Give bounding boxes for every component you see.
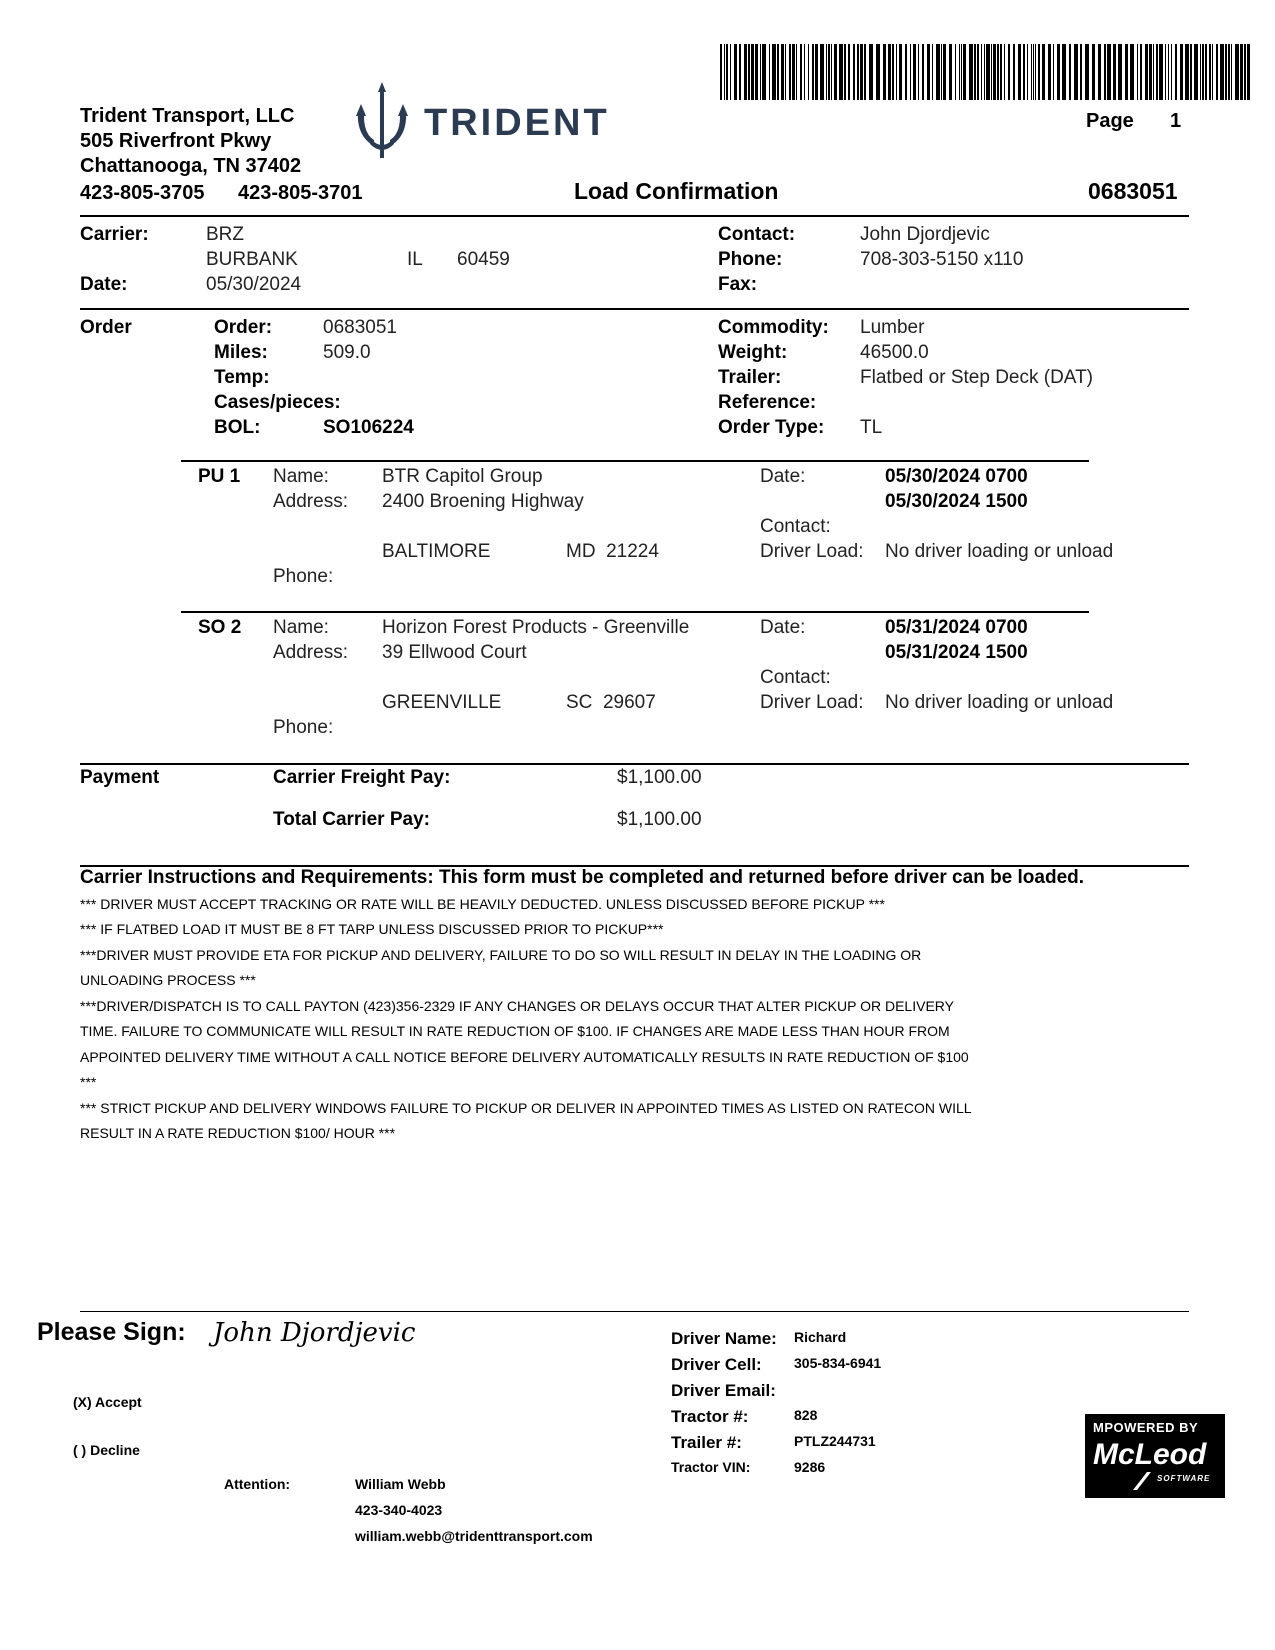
barcode-bar (1220, 44, 1224, 100)
stop-address-label: Address: (273, 491, 348, 512)
stop-city: BALTIMORE (382, 541, 491, 562)
signature-value[interactable]: John Djordjevic (213, 1318, 416, 1348)
stop-name-label: Name: (273, 466, 329, 487)
driver-cell-label: Driver Cell: (671, 1355, 762, 1374)
divider (80, 763, 1189, 765)
barcode-bar (730, 44, 731, 100)
stop-phone-label: Phone: (273, 717, 334, 738)
stop-state-zip: SC 29607 (566, 692, 656, 713)
barcode-bar (1159, 44, 1163, 100)
temp-label: Temp: (214, 367, 270, 388)
barcode-bar (762, 44, 766, 100)
barcode-bar (1023, 44, 1025, 100)
attention-email[interactable]: william.webb@tridenttransport.com (355, 1528, 593, 1544)
driver-name-label: Driver Name: (671, 1329, 777, 1348)
barcode-bar (876, 44, 880, 100)
barcode-bar (1212, 44, 1213, 100)
barcode-bar (1018, 44, 1021, 100)
barcode-bar (844, 44, 846, 100)
barcode-bar (1149, 44, 1152, 100)
instruction-line: APPOINTED DELIVERY TIME WITHOUT A CALL NOTICE BEFORE DELIVERY AUTOMATICALLY RESULTS IN RATE REDUCTION OF $100 (80, 1049, 969, 1065)
slash-icon (1125, 1470, 1155, 1492)
barcode-bar (1004, 44, 1005, 100)
barcode-bar (1194, 44, 1198, 100)
instruction-line: *** (80, 1074, 97, 1090)
trident-logo-text: TRIDENT (424, 102, 610, 144)
barcode-bar (1209, 44, 1211, 100)
barcode-bar (1180, 44, 1183, 100)
barcode-bar (1033, 44, 1034, 100)
barcode-bar (760, 44, 761, 100)
stop-date-label: Date: (760, 617, 806, 638)
barcode-bar (808, 44, 809, 100)
barcode-bar (864, 44, 866, 100)
barcode-bar (804, 44, 805, 100)
barcode-bar (892, 44, 894, 100)
cases-label: Cases/pieces: (214, 392, 341, 413)
barcode-bar (1202, 44, 1204, 100)
barcode-bar (826, 44, 827, 100)
barcode-bar (792, 44, 795, 100)
trailer-number: PTLZ244731 (794, 1433, 876, 1449)
mcleod-badge (1085, 1414, 1225, 1498)
barcode-bar (860, 44, 863, 100)
stop-code: SO 2 (198, 617, 242, 638)
attention-name: William Webb (355, 1476, 446, 1492)
barcode-bar (1228, 44, 1230, 100)
trident-icon (352, 80, 412, 162)
barcode-bar (1008, 44, 1010, 100)
barcode-bar (1244, 44, 1246, 100)
barcode-bar (1038, 44, 1040, 100)
barcode-bar (1153, 44, 1154, 100)
barcode-bar (1042, 44, 1045, 100)
barcode-bar (1013, 44, 1015, 100)
driver-cell: 305-834-6941 (794, 1355, 882, 1371)
barcode-bar (1098, 44, 1101, 100)
stop-name-label: Name: (273, 617, 329, 638)
instructions-heading: Carrier Instructions and Requirements: This form must be completed and returned before driver can be loaded. (80, 867, 1085, 888)
barcode-bar (991, 44, 992, 100)
stop-code: PU 1 (198, 466, 241, 487)
barcode-bar (896, 44, 897, 100)
decline-option[interactable]: ( ) Decline (73, 1442, 140, 1458)
barcode-bar (1000, 44, 1002, 100)
barcode-bar (1205, 44, 1207, 100)
barcode-bar (984, 44, 985, 100)
instruction-line: ***DRIVER MUST PROVIDE ETA FOR PICKUP AND DELIVERY, FAILURE TO DO SO WILL RESULT IN DELAY IN THE LOADING OR (80, 947, 922, 963)
barcode-bar (963, 44, 966, 100)
contact-name: John Djordjevic (860, 224, 990, 245)
barcode-image (720, 44, 1250, 100)
barcode-bar (1107, 44, 1111, 100)
carrier-city: BURBANK (206, 249, 298, 270)
stop-name: BTR Capitol Group (382, 466, 543, 487)
barcode-bar (720, 44, 722, 100)
stop-date-label: Date: (760, 466, 806, 487)
barcode-bar (1185, 44, 1189, 100)
barcode-bar (941, 44, 942, 100)
barcode-bar (1175, 44, 1177, 100)
tractor-number: 828 (794, 1407, 818, 1423)
barcode-bar (785, 44, 786, 100)
divider (181, 611, 1089, 613)
stop-date-end: 05/30/2024 1500 (885, 491, 1028, 512)
tractor-vin: 9286 (794, 1459, 826, 1475)
carrier-state: IL (407, 249, 423, 270)
barcode-bar (955, 44, 956, 100)
barcode-bar (905, 44, 907, 100)
barcode-bar (834, 44, 837, 100)
barcode-bar (772, 44, 776, 100)
document-title: Load Confirmation (574, 178, 779, 204)
carrier-label: Carrier: (80, 224, 149, 245)
trailer-value: Flatbed or Step Deck (DAT) (860, 367, 1094, 388)
barcode-bar (1168, 44, 1169, 100)
company-phone-1: 423-805-3705 (80, 182, 205, 204)
divider (80, 1311, 1189, 1312)
barcode-bar (1130, 44, 1134, 100)
barcode-bar (1027, 44, 1028, 100)
order-value: 0683051 (323, 317, 397, 338)
payment-section-label: Payment (80, 767, 160, 788)
trailer-number-label: Trailer #: (671, 1433, 742, 1452)
barcode-bar (734, 44, 737, 100)
barcode-bar (1235, 44, 1239, 100)
carrier-date: 05/30/2024 (206, 274, 302, 295)
barcode-bar (977, 44, 979, 100)
barcode-bar (1069, 44, 1071, 100)
barcode-bar (1156, 44, 1158, 100)
stop-address-label: Address: (273, 642, 348, 663)
barcode-bar (961, 44, 962, 100)
stop-date-start: 05/31/2024 0700 (885, 617, 1028, 638)
order-type-label: Order Type: (718, 417, 825, 438)
barcode-bar (853, 44, 855, 100)
barcode-bar (1216, 44, 1218, 100)
barcode-bar (883, 44, 886, 100)
barcode-bar (869, 44, 873, 100)
stop-driver-load: No driver loading or unload (885, 692, 1114, 713)
badge-top-text: MPOWERED BY (1093, 1420, 1199, 1435)
barcode-bar (1092, 44, 1095, 100)
barcode-bar (748, 44, 750, 100)
divider (80, 308, 1189, 310)
barcode-bar (857, 44, 859, 100)
stop-driver-load-label: Driver Load: (760, 541, 864, 562)
badge-sub: SOFTWARE (1157, 1474, 1211, 1483)
barcode-bar (1035, 44, 1036, 100)
barcode-bar (848, 44, 850, 100)
barcode-bar (1062, 44, 1066, 100)
barcode-bar (974, 44, 976, 100)
driver-email-label: Driver Email: (671, 1381, 776, 1400)
stop-name: Horizon Forest Products - Greenville (382, 617, 690, 638)
barcode-bar (751, 44, 754, 100)
order-label: Order: (214, 317, 273, 338)
barcode-bar (936, 44, 940, 100)
barcode-bar (981, 44, 982, 100)
reference-label: Reference: (718, 392, 817, 413)
barcode-bar (1247, 44, 1250, 100)
barcode-bar (739, 44, 741, 100)
instruction-line: *** DRIVER MUST ACCEPT TRACKING OR RATE WILL BE HEAVILY DEDUCTED. UNLESS DISCUSSED BEFORE PICKUP *** (80, 896, 885, 912)
trident-logo (352, 80, 672, 162)
barcode-bar (1074, 44, 1078, 100)
badge-brand: McLeod (1093, 1438, 1207, 1471)
page-label: Page (1086, 110, 1134, 132)
barcode-bar (993, 44, 996, 100)
barcode-bar (1140, 44, 1142, 100)
barcode-bar (918, 44, 919, 100)
barcode-bar (1171, 44, 1172, 100)
please-sign-label: Please Sign: (37, 1318, 186, 1346)
instruction-line: UNLOADING PROCESS *** (80, 972, 256, 988)
order-type-value: TL (860, 417, 883, 438)
tractor-vin-label: Tractor VIN: (671, 1459, 751, 1475)
attention-label: Attention: (224, 1476, 291, 1492)
barcode-bar (899, 44, 902, 100)
instruction-line: RESULT IN A RATE REDUCTION $100/ HOUR *** (80, 1125, 396, 1141)
total-pay-value: $1,100.00 (617, 809, 702, 830)
barcode-bar (828, 44, 830, 100)
barcode-bar (812, 44, 814, 100)
barcode-bar (997, 44, 999, 100)
fax-label: Fax: (718, 274, 758, 295)
barcode-bar (1085, 44, 1089, 100)
accept-option[interactable]: (X) Accept (73, 1394, 142, 1410)
freight-pay-label: Carrier Freight Pay: (273, 767, 451, 788)
barcode-bar (1057, 44, 1060, 100)
barcode-bar (969, 44, 973, 100)
company-name: Trident Transport, LLC (80, 105, 295, 127)
divider (181, 460, 1089, 462)
stop-address: 39 Ellwood Court (382, 642, 527, 663)
barcode-bar (1190, 44, 1192, 100)
contact-label: Contact: (718, 224, 796, 245)
stop-driver-load: No driver loading or unload (885, 541, 1114, 562)
weight-value: 46500.0 (860, 342, 929, 363)
barcode-bar (1200, 44, 1201, 100)
carrier-zip: 60459 (457, 249, 510, 270)
barcode-bar (913, 44, 916, 100)
instruction-line: TIME. FAILURE TO COMMUNICATE WILL RESULT IN RATE REDUCTION OF $100. IF CHANGES ARE MADE LESS THAN HOUR FROM (80, 1023, 950, 1039)
stop-date-start: 05/30/2024 0700 (885, 466, 1028, 487)
barcode-bar (910, 44, 911, 100)
miles-value: 509.0 (323, 342, 371, 363)
barcode-bar (1137, 44, 1138, 100)
barcode-bar (888, 44, 891, 100)
barcode-bar (1225, 44, 1227, 100)
contact-phone: 708-303-5150 x110 (860, 249, 1024, 270)
barcode-bar (932, 44, 933, 100)
driver-name: Richard (794, 1329, 847, 1345)
barcode-bar (959, 44, 960, 100)
barcode-bar (1031, 44, 1032, 100)
instruction-line: ***DRIVER/DISPATCH IS TO CALL PAYTON (423)356-2329 IF ANY CHANGES OR DELAYS OCCUR THAT ALTER PICKUP OR DELIVERY (80, 998, 954, 1014)
stop-contact-label: Contact: (760, 516, 831, 537)
stop-driver-load-label: Driver Load: (760, 692, 864, 713)
barcode-bar (922, 44, 924, 100)
company-phone-2: 423-805-3701 (238, 182, 363, 204)
barcode-bar (1240, 44, 1243, 100)
barcode-bar (815, 44, 818, 100)
stop-contact-label: Contact: (760, 667, 831, 688)
barcode-bar (726, 44, 728, 100)
order-section-label: Order (80, 317, 132, 338)
barcode-bar (1165, 44, 1166, 100)
barcode-bar (1113, 44, 1116, 100)
barcode-bar (1048, 44, 1051, 100)
order-number-header: 0683051 (1088, 178, 1178, 204)
barcode-bar (800, 44, 802, 100)
stop-city: GREENVILLE (382, 692, 502, 713)
barcode-bar (769, 44, 770, 100)
instruction-line: *** STRICT PICKUP AND DELIVERY WINDOWS FAILURE TO PICKUP OR DELIVER IN APPOINTED TIMES AS LISTED ON RATECON WILL (80, 1100, 972, 1116)
barcode-bar (1145, 44, 1148, 100)
barcode-bar (1080, 44, 1082, 100)
page-number: 1 (1170, 110, 1182, 132)
divider (80, 215, 1189, 217)
commodity-label: Commodity: (718, 317, 829, 338)
barcode-bar (831, 44, 832, 100)
weight-label: Weight: (718, 342, 788, 363)
barcode-bar (839, 44, 843, 100)
phone-label: Phone: (718, 249, 783, 270)
company-address-line2: Chattanooga, TN 37402 (80, 155, 302, 177)
barcode-bar (789, 44, 791, 100)
stop-phone-label: Phone: (273, 566, 334, 587)
instruction-line: *** IF FLATBED LOAD IT MUST BE 8 FT TARP UNLESS DISCUSSED PRIOR TO PICKUP*** (80, 921, 664, 937)
total-pay-label: Total Carrier Pay: (273, 809, 430, 830)
bol-value: SO106224 (323, 417, 414, 438)
company-address-line1: 505 Riverfront Pkwy (80, 130, 272, 152)
barcode-bar (1125, 44, 1128, 100)
barcode-bar (744, 44, 747, 100)
barcode-bar (777, 44, 779, 100)
barcode-bar (1118, 44, 1122, 100)
barcode-bar (943, 44, 946, 100)
commodity-value: Lumber (860, 317, 925, 338)
stop-date-end: 05/31/2024 1500 (885, 642, 1028, 663)
carrier-name: BRZ (206, 224, 244, 245)
carrier-date-label: Date: (80, 274, 128, 295)
stop-state-zip: MD 21224 (566, 541, 659, 562)
trailer-label: Trailer: (718, 367, 782, 388)
barcode-bar (1231, 44, 1232, 100)
barcode-bar (781, 44, 784, 100)
barcode-bar (1104, 44, 1106, 100)
barcode-bar (1053, 44, 1054, 100)
barcode-bar (986, 44, 990, 100)
miles-label: Miles: (214, 342, 268, 363)
barcode-bar (724, 44, 725, 100)
bol-label: BOL: (214, 417, 261, 438)
barcode-bar (796, 44, 797, 100)
freight-pay-value: $1,100.00 (617, 767, 702, 788)
attention-phone: 423-340-4023 (355, 1502, 443, 1518)
tractor-number-label: Tractor #: (671, 1407, 749, 1426)
barcode-bar (927, 44, 930, 100)
barcode-bar (949, 44, 952, 100)
stop-address: 2400 Broening Highway (382, 491, 584, 512)
barcode-bar (755, 44, 758, 100)
barcode-bar (820, 44, 824, 100)
